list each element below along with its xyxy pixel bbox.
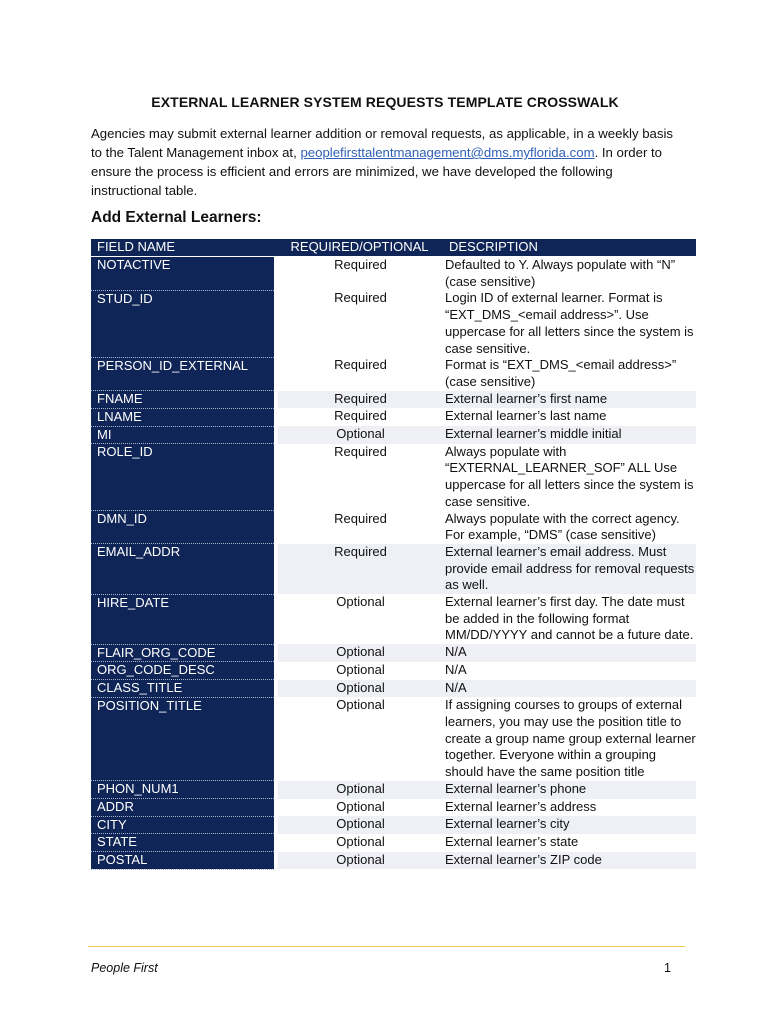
section-heading: Add External Learners: — [91, 209, 262, 226]
requirement-cell: Optional — [276, 799, 443, 817]
field-name-cell: CITY — [91, 816, 276, 834]
field-name-cell: FNAME — [91, 391, 276, 409]
description-cell: Always populate with the correct agency. For example, “DMS” (case sensitive) — [443, 511, 696, 544]
table-row — [91, 408, 696, 426]
table-row — [91, 511, 696, 544]
requirement-cell: Required — [276, 357, 443, 390]
description-cell: N/A — [443, 662, 696, 680]
page-title: EXTERNAL LEARNER SYSTEM REQUESTS TEMPLATE CROSSWALK — [151, 94, 619, 110]
header-required-optional: REQUIRED/OPTIONAL — [276, 239, 443, 257]
footer-divider — [88, 946, 685, 947]
field-name-cell: HIRE_DATE — [91, 594, 276, 644]
description-cell: Format is “EXT_DMS_<email address>” (case sensitive) — [443, 357, 696, 390]
talent-management-email-link[interactable]: peoplefirsttalentmanagement@dms.myflorida.com — [300, 145, 595, 160]
table-row — [91, 662, 696, 680]
field-name-cell: PERSON_ID_EXTERNAL — [91, 357, 276, 390]
table-row — [91, 594, 696, 644]
description-cell: External learner’s phone — [443, 781, 696, 799]
table-row — [91, 290, 696, 357]
field-name-cell: STATE — [91, 834, 276, 852]
description-cell: External learner’s first name — [443, 391, 696, 409]
field-name-cell: STUD_ID — [91, 290, 276, 357]
intro-text-after-link: . In order to ensure the process is efficient and errors are minimized, we have developed the following instructional table. — [91, 145, 663, 198]
description-cell: Defaulted to Y. Always populate with “N” (case sensitive) — [443, 257, 696, 291]
description-cell: Login ID of external learner. Format is “EXT_DMS_<email address>”. Use uppercase for all letters since the system is case sensitive. — [443, 290, 696, 357]
requirement-cell: Optional — [276, 680, 443, 698]
description-cell: Always populate with “EXTERNAL_LEARNER_SOF” ALL Use uppercase for all letters since the system is case sensitive. — [443, 444, 696, 511]
requirement-cell: Required — [276, 511, 443, 544]
description-cell: External learner’s middle initial — [443, 426, 696, 444]
table-row — [91, 544, 696, 594]
requirement-cell: Optional — [276, 662, 443, 680]
field-name-cell: POSTAL — [91, 852, 276, 870]
table-row — [91, 697, 696, 781]
field-name-cell: ROLE_ID — [91, 444, 276, 511]
requirement-cell: Required — [276, 444, 443, 511]
requirement-cell: Optional — [276, 834, 443, 852]
requirement-cell: Required — [276, 391, 443, 409]
table-header-row — [91, 239, 696, 257]
header-field-name: FIELD NAME — [91, 239, 276, 257]
requirement-cell: Optional — [276, 594, 443, 644]
requirement-cell: Optional — [276, 816, 443, 834]
description-cell: External learner’s email address. Must provide email address for removal requests as well. — [445, 543, 695, 593]
table-row — [91, 799, 696, 817]
description-cell: N/A — [443, 680, 696, 698]
footer-title: People First — [91, 961, 158, 975]
description-cell: External learner’s address — [443, 799, 696, 817]
table-row — [91, 426, 696, 444]
description-cell: External learner’s ZIP code — [443, 852, 696, 870]
table-row — [91, 781, 696, 799]
intro-paragraph — [91, 124, 683, 200]
requirement-cell: Optional — [276, 697, 443, 781]
requirement-cell: Optional — [276, 644, 443, 662]
header-description: DESCRIPTION — [443, 239, 696, 257]
table-row — [91, 852, 696, 870]
page-number: 1 — [664, 961, 671, 975]
field-name-cell: POSITION_TITLE — [91, 697, 276, 781]
description-cell: External learner’s last name — [443, 408, 696, 426]
field-name-cell: ADDR — [91, 799, 276, 817]
requirement-cell: Required — [276, 544, 443, 594]
table-row — [91, 644, 696, 662]
field-name-cell: EMAIL_ADDR — [91, 544, 276, 594]
table-row — [91, 391, 696, 409]
table-row — [91, 834, 696, 852]
requirement-cell: Optional — [276, 426, 443, 444]
requirement-cell: Optional — [276, 781, 443, 799]
description-cell: External learner’s state — [443, 834, 696, 852]
description-cell: N/A — [443, 644, 696, 662]
table-row — [91, 257, 696, 291]
field-name-cell: LNAME — [91, 408, 276, 426]
requirement-cell: Required — [276, 290, 443, 357]
crosswalk-table — [91, 239, 696, 870]
description-cell: External learner’s city — [443, 816, 696, 834]
field-name-cell: FLAIR_ORG_CODE — [91, 644, 276, 662]
field-name-cell: PHON_NUM1 — [91, 781, 276, 799]
table-row — [91, 444, 696, 511]
requirement-cell: Optional — [276, 852, 443, 870]
field-name-cell: NOTACTIVE — [91, 257, 276, 291]
field-name-cell: ORG_CODE_DESC — [91, 662, 276, 680]
table-row — [91, 816, 696, 834]
description-cell: External learner’s first day. The date must be added in the following format MM/DD/YYYY and cannot be a future date. — [443, 594, 696, 644]
requirement-cell: Required — [276, 408, 443, 426]
requirement-cell: Required — [276, 257, 443, 291]
description-cell: If assigning courses to groups of external learners, you may use the position title to create a group name group external learner together. Everyone within a grouping should have the same position title — [445, 697, 696, 780]
table-row — [91, 680, 696, 698]
field-name-cell: DMN_ID — [91, 511, 276, 544]
field-name-cell: CLASS_TITLE — [91, 680, 276, 698]
table-row — [91, 357, 696, 390]
field-name-cell: MI — [91, 426, 276, 444]
intro-text-before-link: Agencies may submit external learner addition or removal requests, as applicable, in a weekly basis to the Talent Management inbox at, — [91, 126, 674, 160]
